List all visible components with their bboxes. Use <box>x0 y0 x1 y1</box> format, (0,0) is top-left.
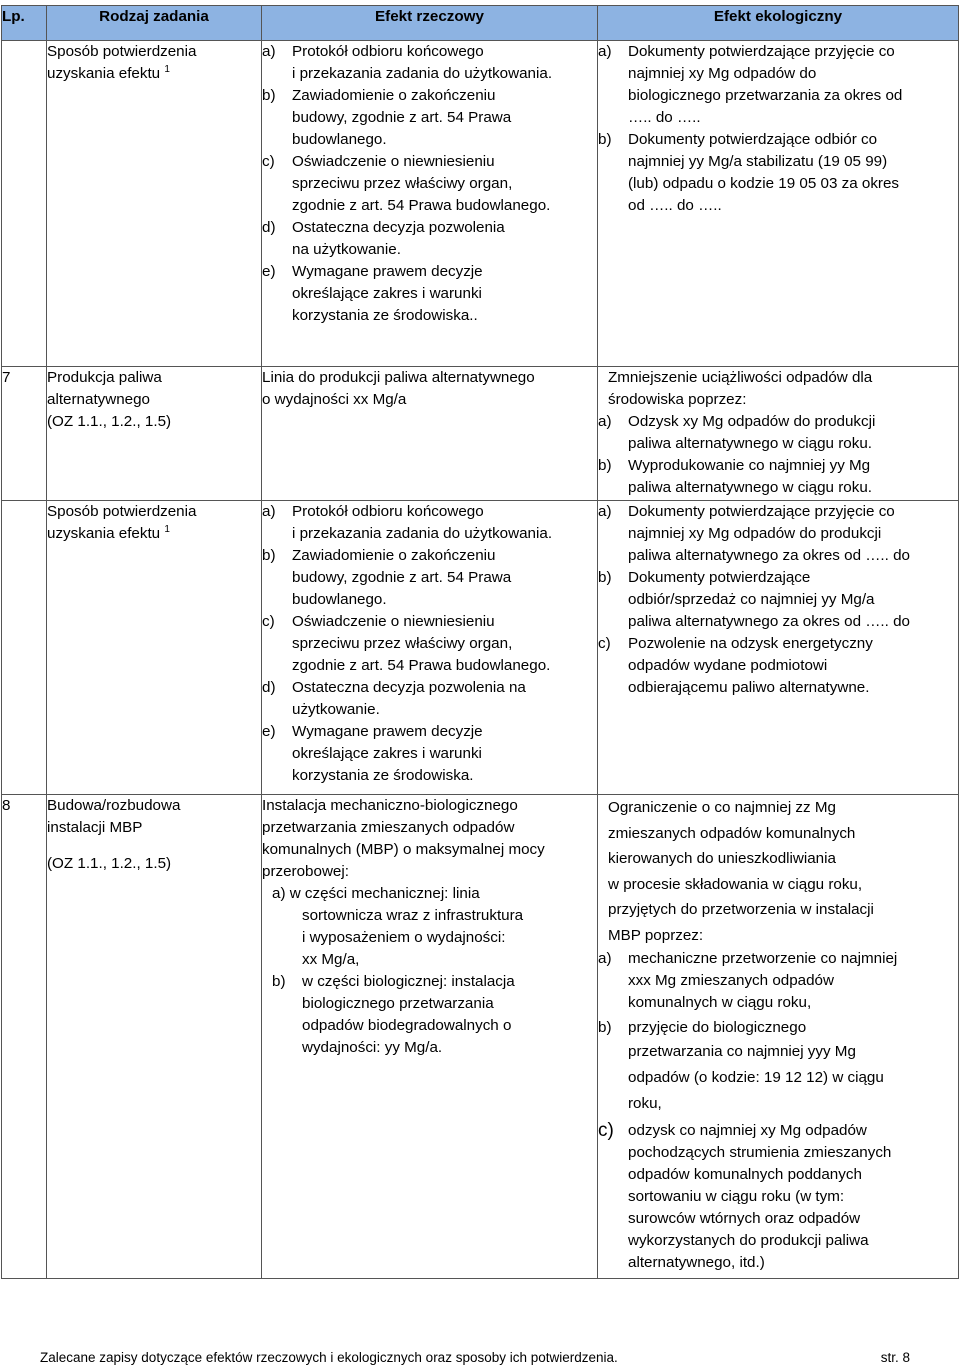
text-line: xxx Mg zmieszanych odpadów <box>628 972 834 989</box>
item-text <box>628 567 910 633</box>
text-line: Linia do produkcji paliwa alternatywnego <box>262 369 535 386</box>
text-line: użytkowanie. <box>292 701 380 718</box>
item-label: b) <box>598 457 612 474</box>
confirm-title-cell <box>47 501 262 795</box>
text-line: przyjęcie do biologicznego <box>628 1019 807 1036</box>
list-item <box>262 85 597 151</box>
item-text <box>292 721 483 787</box>
text-line: wykorzystanych do produkcji paliwa <box>628 1232 869 1249</box>
item-text <box>628 411 875 455</box>
list-item <box>262 545 597 611</box>
row-7 <box>2 367 959 501</box>
footnote-ref: 1 <box>164 524 170 535</box>
text-line: alternatywnego, itd.) <box>628 1254 765 1271</box>
text-line: odpadów (o kodzie: 19 12 12) w ciągu <box>628 1069 884 1086</box>
item-label: a) <box>598 43 612 60</box>
text-line: budowlanego. <box>292 591 387 608</box>
list-item <box>598 411 958 455</box>
item-label: e) <box>262 263 276 280</box>
text-line: sortowaniu w ciągu roku (w tym: <box>628 1188 845 1205</box>
text-line: Ograniczenie o co najmniej zz Mg <box>608 799 836 816</box>
lp-cell <box>2 501 47 795</box>
biological-details <box>272 993 597 1059</box>
confirm-title-cell <box>47 41 262 367</box>
text-line: Zawiadomienie o zakończeniu <box>292 87 496 104</box>
text-line: zgodnie z art. 54 Prawa budowlanego. <box>292 197 551 214</box>
mechanical-details <box>272 905 597 971</box>
item-text <box>292 501 552 545</box>
list-item <box>598 1017 958 1117</box>
item-label: c) <box>598 1120 614 1141</box>
text-line: komunalnych (MBP) o maksymalnej mocy <box>262 841 545 858</box>
text-line: odbiór/sprzedaż co najmniej yy Mg/a <box>628 591 875 608</box>
text-line: odpadów komunalnych poddanych <box>628 1166 862 1183</box>
text-line: (lub) odpadu o kodzie 19 05 03 za okres <box>628 175 900 192</box>
lp-number: 7 <box>2 367 47 501</box>
rzeczowy-intro <box>262 795 597 883</box>
eko-intro <box>598 367 958 411</box>
text-line: najmniej xy Mg odpadów do produkcji <box>628 525 882 542</box>
item-label: b) <box>262 87 276 104</box>
text-line: Dokumenty potwierdzające odbiór co <box>628 131 878 148</box>
mechanical-label: a) w części mechanicznej: linia <box>272 885 480 902</box>
list-item <box>262 41 597 85</box>
list-item <box>262 151 597 217</box>
task-title-line: instalacji MBP <box>47 819 143 836</box>
text-line: biologicznego przetwarzania <box>302 995 494 1012</box>
text-line: paliwa alternatywnego za okres od ….. do <box>628 613 910 630</box>
text-line: sortownicza wraz z infrastruktura <box>302 907 524 924</box>
text-line: Zawiadomienie o zakończeniu <box>292 547 496 564</box>
lp-cell <box>2 41 47 367</box>
text-line: Ostateczna decyzja pozwolenia na <box>292 679 526 696</box>
text-line: budowy, zgodnie z art. 54 Prawa <box>292 569 512 586</box>
text-line: Produkcja paliwa <box>47 369 162 386</box>
list-item <box>262 501 597 545</box>
item-text <box>628 633 873 699</box>
text-line: od ….. do ….. <box>628 197 722 214</box>
text-line: paliwa alternatywnego w ciągu roku. <box>628 479 872 496</box>
list-item <box>598 948 958 1014</box>
item-text <box>628 129 899 217</box>
text-line: Wyprodukowanie co najmniej yy Mg <box>628 457 871 474</box>
text-line: najmniej yy Mg/a stabilizatu (19 05 99) <box>628 153 888 170</box>
item-text <box>292 217 505 261</box>
item-label: d) <box>262 679 276 696</box>
text-line: Ostateczna decyzja pozwolenia <box>292 219 505 236</box>
text-line: mechaniczne przetworzenie co najmniej <box>628 950 898 967</box>
text-line: Dokumenty potwierdzające <box>628 569 811 586</box>
text-line: odpadów biodegradowalnych o <box>302 1017 512 1034</box>
item-text <box>628 455 872 499</box>
item-label: a) <box>598 413 612 430</box>
list-item <box>262 261 597 327</box>
item-label: d) <box>262 219 276 236</box>
list-item <box>598 633 958 699</box>
text-line: zmieszanych odpadów komunalnych <box>608 824 856 842</box>
text-line: odpadów wydane podmiotowi <box>628 657 828 674</box>
eko-list <box>598 948 958 1274</box>
text-line: Instalacja mechaniczno-biologicznego <box>262 797 518 814</box>
mechanical-part <box>262 883 597 971</box>
text-line: środowiska poprzez: <box>608 391 747 408</box>
item-label: b) <box>272 973 286 990</box>
text-line: przerobowej: <box>262 863 349 880</box>
item-label: b) <box>598 569 612 586</box>
eko-intro <box>598 795 958 948</box>
confirm-title: Sposób potwierdzenia uzyskania efektu <box>47 503 197 542</box>
table-header <box>2 6 959 41</box>
text-line: najmniej xy Mg odpadów do <box>628 65 817 82</box>
biological-label: w części biologicznej: instalacja <box>302 973 515 990</box>
text-line: określające zakres i warunki <box>292 285 482 302</box>
item-label: b) <box>598 131 612 148</box>
item-text <box>628 41 902 129</box>
item-text <box>292 611 550 677</box>
task-title <box>47 367 262 501</box>
text-line: komunalnych w ciągu roku, <box>628 994 812 1011</box>
item-label: b) <box>262 547 276 564</box>
rzeczowy-cell <box>262 41 598 367</box>
text-line: biologicznego przetwarzania za okres od <box>628 87 903 104</box>
text-line: paliwa alternatywnego w ciągu roku. <box>628 435 872 452</box>
text-line: odzysk co najmniej xy Mg odpadów <box>628 1122 867 1139</box>
text-line: i przekazania zadania do użytkowania. <box>292 65 553 82</box>
item-label: a) <box>598 503 612 520</box>
text-line: (OZ 1.1., 1.2., 1.5) <box>47 413 172 430</box>
list-item <box>262 677 597 721</box>
lp-number: 8 <box>2 795 47 1279</box>
text-line: Protokół odbioru końcowego <box>292 43 484 60</box>
list-item <box>262 611 597 677</box>
list-item <box>598 129 958 217</box>
effects-table <box>1 5 959 1279</box>
text-line: przetwarzania zmieszanych odpadów <box>262 819 515 836</box>
text-line: Oświadczenie o niewniesieniu <box>292 613 495 630</box>
item-text <box>628 948 897 1014</box>
text-line: pochodzących strumienia zmieszanych <box>628 1144 892 1161</box>
text-line: o wydajności xx Mg/a <box>262 391 407 408</box>
ekologiczny-cell <box>598 501 959 795</box>
item-label: c) <box>598 635 611 652</box>
rzeczowy-cell <box>262 795 598 1279</box>
page-number: str. 8 <box>880 1350 910 1365</box>
text-line: alternatywnego <box>47 391 151 408</box>
row-confirm-1 <box>2 41 959 367</box>
item-label: a) <box>598 950 612 967</box>
text-line: paliwa alternatywnego za okres od ….. do <box>628 547 910 564</box>
item-label: e) <box>262 723 276 740</box>
text-line: roku, <box>628 1095 662 1112</box>
text-line: odbierającemu paliwo alternatywne. <box>628 679 870 696</box>
text-line: i przekazania zadania do użytkowania. <box>292 525 553 542</box>
item-text <box>628 501 910 567</box>
list-item <box>598 501 958 567</box>
item-label: c) <box>262 153 275 170</box>
task-title <box>47 795 262 1279</box>
list-item <box>262 217 597 261</box>
confirm-title: Sposób potwierdzenia uzyskania efektu <box>47 43 197 82</box>
page-footer: Zalecane zapisy dotyczące efektów rzeczowych i ekologicznych oraz sposoby ich potwierdzenia. <box>40 1350 618 1365</box>
text-line: sprzeciwu przez właściwy organ, <box>292 175 513 192</box>
item-text <box>292 151 550 217</box>
ekologiczny-cell <box>598 795 959 1279</box>
header-rzeczowy: Efekt rzeczowy <box>262 6 598 41</box>
text-line: Zmniejszenie uciążliwości odpadów dla <box>608 369 873 386</box>
text-line: budowlanego. <box>292 131 387 148</box>
text-line: kierowanych do unieszkodliwiania <box>608 850 836 867</box>
item-text <box>292 545 511 611</box>
task-title-line: Budowa/rozbudowa <box>47 797 181 814</box>
header-rodzaj: Rodzaj zadania <box>47 6 262 41</box>
text-line: ….. do ….. <box>628 109 701 126</box>
text-line: Dokumenty potwierdzające przyjęcie co <box>628 43 895 60</box>
text-line: określające zakres i warunki <box>292 745 482 762</box>
ekologiczny-cell <box>598 41 959 367</box>
text-line: Dokumenty potwierdzające przyjęcie co <box>628 503 895 520</box>
text-line: sprzeciwu przez właściwy organ, <box>292 635 513 652</box>
rzeczowy-cell <box>262 367 598 501</box>
text-line: przyjętych do przetworzenia w instalacji <box>608 901 874 918</box>
task-title-line: (OZ 1.1., 1.2., 1.5) <box>47 855 172 872</box>
text-line: xx Mg/a, <box>302 951 360 968</box>
item-text <box>628 1120 891 1274</box>
list-item <box>598 567 958 633</box>
text-line: Pozwolenie na odzysk energetyczny <box>628 635 873 652</box>
text-line: na użytkowanie. <box>292 241 401 258</box>
item-text <box>628 1017 884 1117</box>
list-item <box>262 721 597 787</box>
text-line: budowy, zgodnie z art. 54 Prawa <box>292 109 512 126</box>
list-item <box>598 41 958 129</box>
item-label: a) <box>262 503 276 520</box>
text-line: zgodnie z art. 54 Prawa budowlanego. <box>292 657 551 674</box>
header-lp: Lp. <box>2 6 47 41</box>
item-label: a) <box>262 43 276 60</box>
text-line: Odzysk xy Mg odpadów do produkcji <box>628 413 876 430</box>
text-line: MBP poprzez: <box>608 926 704 944</box>
header-ekologiczny: Efekt ekologiczny <box>598 6 959 41</box>
item-text <box>292 85 511 151</box>
text-line: i wyposażeniem o wydajności: <box>302 929 506 946</box>
text-line: Wymagane prawem decyzje <box>292 263 483 280</box>
item-text <box>292 41 552 85</box>
text-line: Protokół odbioru końcowego <box>292 503 484 520</box>
item-label: c) <box>262 613 275 630</box>
rzeczowy-cell <box>262 501 598 795</box>
text-line: korzystania ze środowiska.. <box>292 307 478 324</box>
text-line: wydajności: yy Mg/a. <box>302 1039 443 1056</box>
text-line: korzystania ze środowiska. <box>292 767 474 784</box>
footnote-ref: 1 <box>164 64 170 75</box>
ekologiczny-cell <box>598 367 959 501</box>
item-text <box>292 677 526 721</box>
item-text <box>292 261 483 327</box>
row-confirm-2 <box>2 501 959 795</box>
item-label: b) <box>598 1019 612 1036</box>
biological-part <box>262 971 597 1059</box>
text-line: Oświadczenie o niewniesieniu <box>292 153 495 170</box>
text-line: przetwarzania co najmniej yyy Mg <box>628 1043 856 1060</box>
list-item <box>598 1120 958 1274</box>
row-8 <box>2 795 959 1279</box>
text-line: w procesie składowania w ciągu roku, <box>608 875 863 893</box>
list-item <box>598 455 958 499</box>
eko-list <box>598 411 958 499</box>
text-line: Wymagane prawem decyzje <box>292 723 483 740</box>
text-line: surowców wtórnych oraz odpadów <box>628 1210 861 1227</box>
